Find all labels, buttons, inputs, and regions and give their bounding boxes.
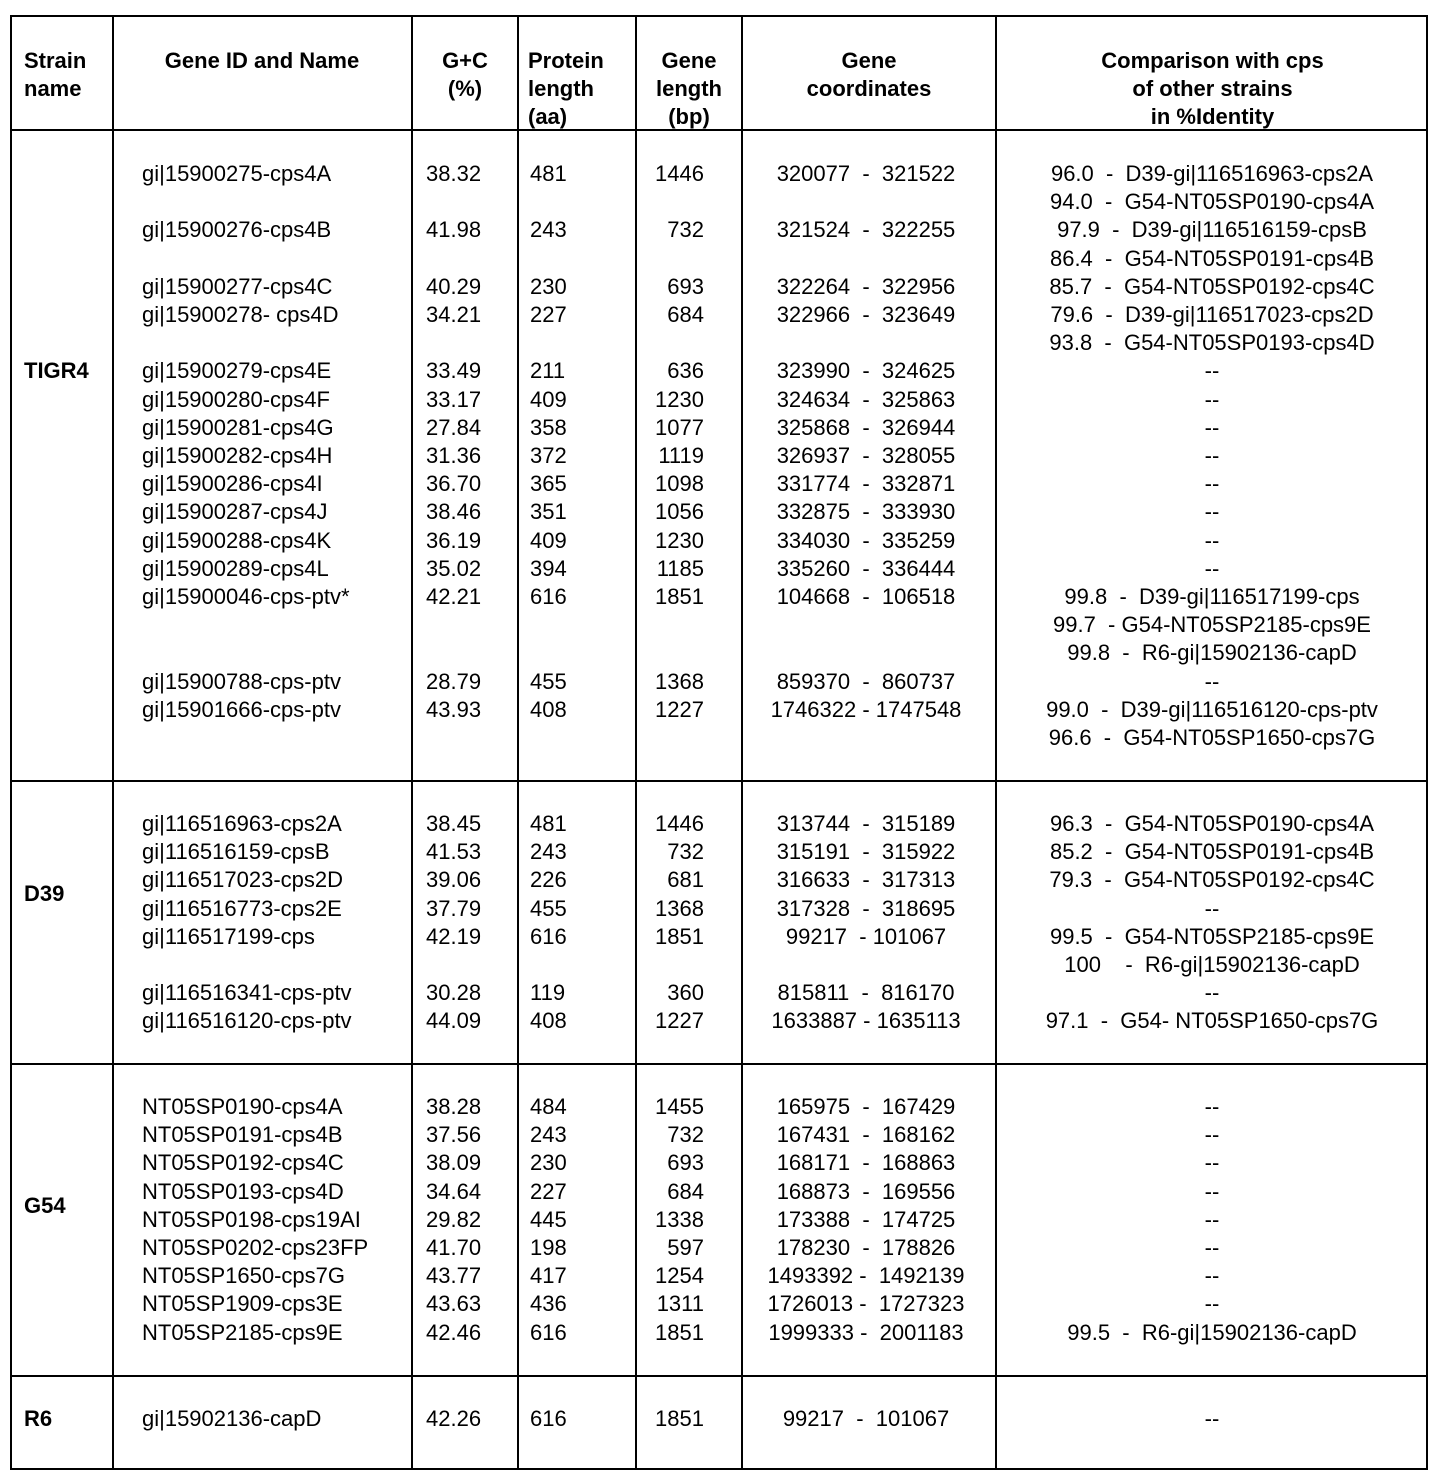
comparison-cell: 99.0 - D39-gi|116516120-cps-ptv bbox=[1046, 696, 1378, 722]
gene-length-cell: 360 bbox=[667, 980, 704, 1006]
comparison-cell: -- bbox=[1204, 471, 1220, 497]
gene-id-cell: NT05SP0191-cps4B bbox=[142, 1122, 343, 1148]
comparison-cell: -- bbox=[1204, 668, 1220, 694]
gc-cell: 30.28 bbox=[426, 980, 482, 1006]
coordinates-cell: 178230 - 178826 bbox=[776, 1235, 956, 1260]
protein-length-cell: 616 bbox=[530, 1319, 567, 1345]
gc-cell: 29.82 bbox=[426, 1206, 482, 1232]
protein-length-cell: 198 bbox=[530, 1235, 567, 1260]
table-row bbox=[12, 838, 1426, 866]
section-divider bbox=[12, 1375, 1426, 1377]
table-row bbox=[12, 668, 1426, 696]
comparison-cell: -- bbox=[1204, 555, 1220, 581]
strain-label: D39 bbox=[24, 881, 65, 906]
gene-length-cell: 1446 bbox=[655, 811, 704, 836]
coordinates-cell: 173388 - 174725 bbox=[776, 1206, 956, 1232]
gene-length-cell: 1455 bbox=[655, 1094, 704, 1119]
coordinates-cell: 99217 - 101067 bbox=[785, 923, 947, 949]
gene-length-cell: 1227 bbox=[655, 1008, 704, 1034]
comparison-cell: 99.5 - R6-gi|15902136-capD bbox=[1067, 1319, 1357, 1345]
gene-id-cell: NT05SP1909-cps3E bbox=[142, 1291, 343, 1317]
gene-length-cell: 732 bbox=[667, 217, 704, 243]
table-row bbox=[12, 527, 1426, 555]
gc-cell: 34.64 bbox=[426, 1178, 482, 1204]
gene-length-cell: 1185 bbox=[656, 555, 704, 581]
comparison-cell: -- bbox=[1204, 386, 1220, 412]
coordinates-cell: 334030 - 335259 bbox=[776, 527, 956, 553]
protein-length-cell: 445 bbox=[530, 1206, 567, 1232]
section-divider bbox=[12, 780, 1426, 782]
table-row bbox=[12, 1206, 1426, 1234]
gene-length-cell: 1311 bbox=[656, 1291, 704, 1317]
gene-length-cell: 1851 bbox=[655, 923, 704, 949]
gc-cell: 33.17 bbox=[426, 386, 482, 412]
gene-id-cell: gi|15900788-cps-ptv bbox=[142, 668, 341, 694]
gc-cell: 37.79 bbox=[426, 895, 482, 921]
protein-length-cell: 394 bbox=[530, 555, 567, 581]
gc-cell: 41.53 bbox=[426, 839, 482, 865]
comparison-cell: -- bbox=[1204, 1406, 1220, 1431]
gene-id-cell: gi|15900276-cps4B bbox=[142, 217, 332, 243]
header-strain-name: Strain name bbox=[24, 48, 87, 101]
gene-length-cell: 1851 bbox=[655, 1319, 704, 1345]
comparison-cell: 99.5 - G54-NT05SP2185-cps9E bbox=[1049, 923, 1375, 949]
protein-length-cell: 211 bbox=[530, 358, 566, 384]
protein-length-cell: 230 bbox=[530, 273, 567, 299]
comparison-cell: 79.6 - D39-gi|116517023-cps2D bbox=[1050, 302, 1374, 327]
protein-length-cell: 226 bbox=[530, 867, 567, 893]
gene-length-cell: 1119 bbox=[658, 443, 704, 468]
comparison-cell: -- bbox=[1204, 1206, 1220, 1232]
gene-length-cell: 693 bbox=[667, 1150, 704, 1176]
coordinates-cell: 321524 - 322255 bbox=[776, 217, 956, 243]
gc-cell: 31.36 bbox=[426, 443, 482, 468]
coordinates-cell: 1746322 - 1747548 bbox=[770, 696, 962, 722]
table-row bbox=[12, 1290, 1426, 1318]
gene-id-cell: gi|15900275-cps4A bbox=[142, 161, 332, 186]
gene-length-cell: 693 bbox=[667, 273, 704, 299]
coordinates-cell: 316633 - 317313 bbox=[776, 867, 956, 893]
gc-cell: 35.02 bbox=[426, 555, 482, 581]
coordinates-cell: 323990 - 324625 bbox=[776, 358, 956, 384]
protein-length-cell: 455 bbox=[530, 895, 567, 921]
gc-cell: 33.49 bbox=[426, 358, 482, 384]
coordinates-cell: 331774 - 332871 bbox=[776, 471, 956, 497]
gene-id-cell: gi|116516773-cps2E bbox=[142, 895, 342, 921]
protein-length-cell: 243 bbox=[530, 217, 567, 243]
table-row bbox=[12, 639, 1426, 667]
gc-cell: 44.09 bbox=[426, 1008, 482, 1034]
coordinates-cell: 168873 - 169556 bbox=[776, 1178, 956, 1204]
gc-cell: 38.32 bbox=[426, 161, 482, 186]
table-row bbox=[12, 696, 1426, 724]
comparison-cell: -- bbox=[1204, 1291, 1220, 1317]
table-row bbox=[12, 555, 1426, 583]
gc-cell: 43.63 bbox=[426, 1291, 482, 1317]
coordinates-cell: 104668 - 106518 bbox=[776, 584, 956, 609]
table-row bbox=[12, 386, 1426, 414]
protein-length-cell: 481 bbox=[530, 161, 567, 186]
gc-cell: 42.26 bbox=[426, 1406, 482, 1431]
gene-id-cell: gi|116516341-cps-ptv bbox=[142, 980, 352, 1006]
gene-id-cell: gi|116517199-cps bbox=[142, 923, 315, 949]
gene-length-cell: 1230 bbox=[655, 386, 704, 412]
coordinates-cell: 322966 - 323649 bbox=[776, 302, 956, 327]
strain-label: TIGR4 bbox=[24, 358, 89, 383]
gene-length-cell: 1254 bbox=[655, 1263, 704, 1289]
table-row bbox=[12, 611, 1426, 639]
table-row bbox=[12, 1007, 1426, 1035]
gc-cell: 41.98 bbox=[426, 217, 482, 243]
gene-length-cell: 1056 bbox=[655, 499, 704, 525]
gene-id-cell: gi|15900046-cps-ptv* bbox=[142, 584, 350, 609]
comparison-cell: -- bbox=[1204, 1094, 1220, 1119]
coordinates-cell: 165975 - 167429 bbox=[776, 1094, 956, 1119]
comparison-cell: -- bbox=[1204, 1122, 1220, 1148]
gc-cell: 41.70 bbox=[426, 1235, 482, 1260]
table-row bbox=[12, 979, 1426, 1007]
gene-table bbox=[10, 15, 1428, 1470]
gene-length-cell: 1077 bbox=[655, 414, 704, 440]
comparison-cell: 85.2 - G54-NT05SP0191-cps4B bbox=[1049, 839, 1375, 865]
protein-length-cell: 372 bbox=[530, 443, 567, 468]
header-gene-id: Gene ID and Name bbox=[164, 48, 360, 73]
coordinates-cell: 1726013 - 1727323 bbox=[767, 1291, 965, 1317]
coordinates-cell: 815811 - 816170 bbox=[777, 980, 955, 1006]
gene-length-cell: 1851 bbox=[655, 584, 704, 609]
comparison-cell: 99.8 - D39-gi|116517199-cps bbox=[1064, 584, 1360, 609]
comparison-cell: 79.3 - G54-NT05SP0192-cps4C bbox=[1049, 867, 1375, 893]
coordinates-cell: 1999333 - 2001183 bbox=[768, 1319, 964, 1345]
gc-cell: 42.46 bbox=[426, 1319, 482, 1345]
strain-label: G54 bbox=[24, 1193, 66, 1218]
table-row bbox=[12, 1178, 1426, 1206]
protein-length-cell: 365 bbox=[530, 471, 567, 497]
gene-id-cell: gi|116516963-cps2A bbox=[142, 811, 342, 836]
comparison-cell: 100 - R6-gi|15902136-capD bbox=[1064, 952, 1360, 977]
gene-id-cell: gi|116517023-cps2D bbox=[142, 867, 344, 893]
comparison-cell: -- bbox=[1204, 895, 1220, 921]
header-protein-length: Protein length (aa) bbox=[528, 48, 604, 129]
table-row bbox=[12, 1121, 1426, 1149]
gene-id-cell: gi|116516159-cpsB bbox=[142, 839, 330, 865]
table-row bbox=[12, 724, 1426, 752]
coordinates-cell: 167431 - 168162 bbox=[776, 1122, 956, 1148]
protein-length-cell: 616 bbox=[530, 584, 567, 609]
comparison-cell: -- bbox=[1204, 414, 1220, 440]
gc-cell: 43.93 bbox=[426, 696, 482, 722]
gene-length-cell: 684 bbox=[667, 302, 704, 327]
comparison-cell: 99.8 - R6-gi|15902136-capD bbox=[1067, 640, 1357, 666]
gene-length-cell: 1851 bbox=[655, 1406, 704, 1431]
table-row bbox=[12, 188, 1426, 216]
coordinates-cell: 320077 - 321522 bbox=[776, 161, 956, 186]
comparison-cell: -- bbox=[1204, 980, 1220, 1006]
protein-length-cell: 351 bbox=[530, 499, 567, 525]
gene-id-cell: gi|15900287-cps4J bbox=[142, 499, 328, 525]
protein-length-cell: 436 bbox=[530, 1291, 567, 1317]
gc-cell: 42.19 bbox=[426, 923, 482, 949]
protein-length-cell: 417 bbox=[530, 1263, 567, 1289]
gene-id-cell: gi|15900286-cps4I bbox=[142, 471, 323, 497]
table-row bbox=[12, 583, 1426, 611]
gene-length-cell: 597 bbox=[667, 1235, 704, 1260]
comparison-cell: 93.8 - G54-NT05SP0193-cps4D bbox=[1049, 330, 1375, 356]
table-row bbox=[12, 498, 1426, 526]
gc-cell: 36.70 bbox=[426, 471, 482, 497]
comparison-cell: 97.1 - G54- NT05SP1650-cps7G bbox=[1045, 1008, 1379, 1034]
gene-id-cell: gi|15900277-cps4C bbox=[142, 273, 333, 299]
coordinates-cell: 168171 - 168863 bbox=[776, 1150, 956, 1176]
gc-cell: 38.45 bbox=[426, 811, 482, 836]
coordinates-cell: 325868 - 326944 bbox=[776, 414, 956, 440]
protein-length-cell: 484 bbox=[530, 1094, 567, 1119]
gene-length-cell: 681 bbox=[667, 867, 704, 893]
table-row bbox=[12, 810, 1426, 838]
gene-id-cell: NT05SP1650-cps7G bbox=[142, 1263, 345, 1289]
gene-length-cell: 1446 bbox=[655, 161, 704, 186]
gc-cell: 38.46 bbox=[426, 499, 482, 525]
gene-length-cell: 1098 bbox=[655, 471, 704, 497]
gene-length-cell: 636 bbox=[667, 358, 704, 384]
coordinates-cell: 1633887 - 1635113 bbox=[771, 1008, 961, 1034]
section-divider bbox=[12, 1063, 1426, 1065]
protein-length-cell: 616 bbox=[530, 923, 567, 949]
gene-length-cell: 1368 bbox=[655, 668, 704, 694]
gene-id-cell: NT05SP0192-cps4C bbox=[142, 1150, 344, 1176]
table-row bbox=[12, 1234, 1426, 1262]
gc-cell: 28.79 bbox=[426, 668, 482, 694]
coordinates-cell: 1493392 - 1492139 bbox=[767, 1263, 965, 1289]
gc-cell: 34.21 bbox=[426, 302, 482, 327]
gene-id-cell: NT05SP0202-cps23FP bbox=[142, 1235, 369, 1260]
comparison-cell: -- bbox=[1204, 1150, 1220, 1176]
gene-length-cell: 1368 bbox=[655, 895, 704, 921]
comparison-cell: 86.4 - G54-NT05SP0191-cps4B bbox=[1049, 245, 1375, 271]
comparison-cell: -- bbox=[1204, 358, 1220, 384]
table-row bbox=[12, 216, 1426, 244]
gene-id-cell: gi|15900278- cps4D bbox=[142, 302, 339, 327]
protein-length-cell: 408 bbox=[530, 696, 567, 722]
protein-length-cell: 119 bbox=[530, 980, 566, 1006]
gene-id-cell: gi|15900280-cps4F bbox=[142, 386, 330, 412]
protein-length-cell: 243 bbox=[530, 1122, 567, 1148]
header-comparison: Comparison with cps of other strains in %Identity bbox=[1101, 48, 1324, 129]
gene-id-cell: gi|15902136-capD bbox=[142, 1406, 322, 1431]
gc-cell: 37.56 bbox=[426, 1122, 482, 1148]
gc-cell: 39.06 bbox=[426, 867, 482, 893]
protein-length-cell: 481 bbox=[530, 811, 567, 836]
table-row bbox=[12, 1405, 1426, 1433]
gene-id-cell: gi|15900288-cps4K bbox=[142, 527, 332, 553]
gene-length-cell: 1230 bbox=[655, 527, 704, 553]
comparison-cell: -- bbox=[1204, 499, 1220, 525]
coordinates-cell: 859370 - 860737 bbox=[776, 668, 956, 694]
table-row bbox=[12, 951, 1426, 979]
protein-length-cell: 409 bbox=[530, 386, 567, 412]
gc-cell: 36.19 bbox=[426, 527, 482, 553]
table-row bbox=[12, 329, 1426, 357]
coordinates-cell: 315191 - 315922 bbox=[776, 839, 956, 865]
table-row bbox=[12, 1262, 1426, 1290]
strain-label: R6 bbox=[24, 1406, 53, 1431]
comparison-cell: 99.7 - G54-NT05SP2185-cps9E bbox=[1053, 612, 1371, 638]
protein-length-cell: 227 bbox=[530, 1178, 567, 1204]
gene-id-cell: NT05SP0190-cps4A bbox=[142, 1094, 343, 1119]
table-row bbox=[12, 923, 1426, 951]
gene-id-cell: NT05SP0198-cps19AI bbox=[142, 1206, 361, 1232]
protein-length-cell: 227 bbox=[530, 302, 567, 327]
gene-length-cell: 684 bbox=[667, 1178, 704, 1204]
gc-cell: 38.28 bbox=[426, 1094, 482, 1119]
table-row bbox=[12, 442, 1426, 470]
comparison-cell: 85.7 - G54-NT05SP0192-cps4C bbox=[1049, 273, 1375, 299]
gene-id-cell: gi|15900281-cps4G bbox=[142, 414, 334, 440]
table-row bbox=[12, 895, 1426, 923]
comparison-cell: -- bbox=[1204, 1178, 1220, 1204]
table-row bbox=[12, 470, 1426, 498]
gene-id-cell: gi|15900282-cps4H bbox=[142, 443, 333, 468]
gc-cell: 38.09 bbox=[426, 1150, 482, 1176]
gc-cell: 42.21 bbox=[426, 584, 482, 609]
table-row bbox=[12, 1319, 1426, 1347]
comparison-cell: 96.3 - G54-NT05SP0190-cps4A bbox=[1049, 811, 1375, 836]
comparison-cell: 96.0 - D39-gi|116516963-cps2A bbox=[1050, 161, 1374, 186]
table-row bbox=[12, 866, 1426, 894]
coordinates-cell: 99217 - 101067 bbox=[782, 1406, 950, 1431]
comparison-cell: -- bbox=[1204, 443, 1220, 468]
comparison-cell: -- bbox=[1204, 527, 1220, 553]
coordinates-cell: 335260 - 336444 bbox=[776, 555, 956, 581]
protein-length-cell: 230 bbox=[530, 1150, 567, 1176]
gene-id-cell: NT05SP0193-cps4D bbox=[142, 1178, 344, 1204]
comparison-cell: -- bbox=[1204, 1235, 1220, 1260]
gc-cell: 43.77 bbox=[426, 1263, 482, 1289]
gene-id-cell: gi|15900279-cps4E bbox=[142, 358, 332, 384]
table-row bbox=[12, 245, 1426, 273]
coordinates-cell: 322264 - 322956 bbox=[776, 273, 956, 299]
gene-length-cell: 732 bbox=[667, 1122, 704, 1148]
gc-cell: 27.84 bbox=[426, 414, 482, 440]
gene-id-cell: NT05SP2185-cps9E bbox=[142, 1319, 343, 1345]
table-row bbox=[12, 357, 1426, 385]
header-gene-coordinates: Gene coordinates bbox=[806, 48, 932, 101]
coordinates-cell: 332875 - 333930 bbox=[776, 499, 956, 525]
comparison-cell: 94.0 - G54-NT05SP0190-cps4A bbox=[1049, 189, 1375, 215]
table-row bbox=[12, 414, 1426, 442]
gene-length-cell: 1227 bbox=[655, 696, 704, 722]
coordinates-cell: 326937 - 328055 bbox=[776, 443, 956, 468]
table-row bbox=[12, 301, 1426, 329]
gene-id-cell: gi|15901666-cps-ptv bbox=[142, 696, 341, 722]
gene-length-cell: 732 bbox=[667, 839, 704, 865]
gene-id-cell: gi|116516120-cps-ptv bbox=[142, 1008, 352, 1034]
coordinates-cell: 324634 - 325863 bbox=[776, 386, 956, 412]
protein-length-cell: 455 bbox=[530, 668, 567, 694]
header-gc: G+C (%) bbox=[442, 48, 488, 101]
coordinates-cell: 313744 - 315189 bbox=[776, 811, 956, 836]
table-row bbox=[12, 160, 1426, 188]
table-row bbox=[12, 1093, 1426, 1121]
coordinates-cell: 317328 - 318695 bbox=[776, 895, 956, 921]
protein-length-cell: 409 bbox=[530, 527, 567, 553]
protein-length-cell: 358 bbox=[530, 414, 567, 440]
gc-cell: 40.29 bbox=[426, 273, 482, 299]
protein-length-cell: 243 bbox=[530, 839, 567, 865]
header-gene-length: Gene length (bp) bbox=[656, 48, 722, 129]
comparison-cell: 97.9 - D39-gi|116516159-cpsB bbox=[1057, 217, 1367, 243]
protein-length-cell: 616 bbox=[530, 1406, 567, 1431]
comparison-cell: -- bbox=[1204, 1263, 1220, 1289]
table-row bbox=[12, 1149, 1426, 1177]
gene-length-cell: 1338 bbox=[655, 1206, 704, 1232]
comparison-cell: 96.6 - G54-NT05SP1650-cps7G bbox=[1048, 725, 1376, 750]
gene-id-cell: gi|15900289-cps4L bbox=[142, 555, 329, 581]
protein-length-cell: 408 bbox=[530, 1008, 567, 1034]
table-row bbox=[12, 273, 1426, 301]
